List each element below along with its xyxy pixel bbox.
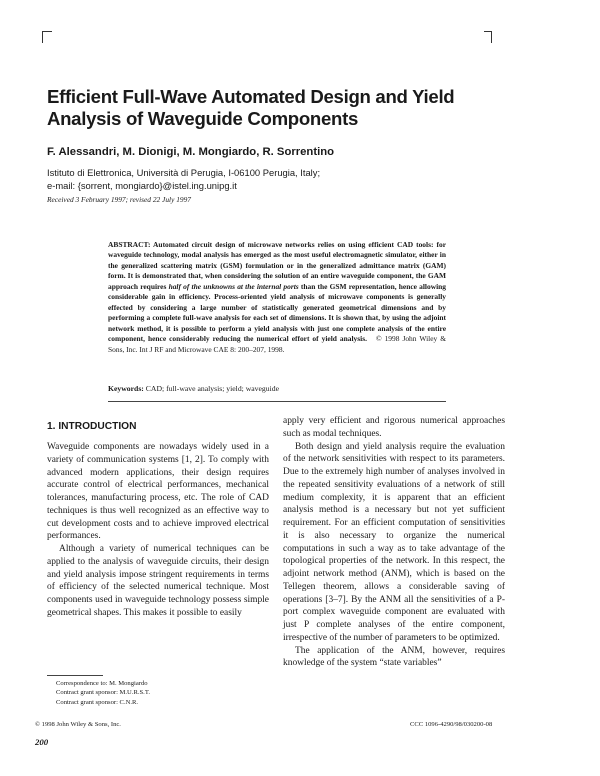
keywords-label: Keywords:	[108, 384, 144, 393]
crop-mark-top-right-vertical	[491, 31, 492, 43]
intro-paragraph-2: Although a variety of numerical techniques can be applied to the analysis of waveguide circuits, their design and yield analysis impose stringent requirements in terms of efficiency of the selected numerical technique. Most components used in waveguide technology possess simple geometrical shapes. This makes it possible to easily	[47, 544, 269, 618]
abstract-copyright: © 1998 John Wiley & Sons, Inc. Int J RF and Microwave CAE 8: 200–207, 1998.	[108, 334, 446, 354]
keywords	[108, 384, 446, 393]
intro-paragraph-3: Both design and yield analysis require the evaluation of the network sensitivities with respect to its parameters. Due to the extremely high number of analyses involved in the repeated sensitivity evaluations of a network of still medium complexity, it is apparent that an efficient analysis method is a necessary but not yet sufficient requirement. For an efficient computation of sensitivities it is also necessary to organize the numerical computations in such a way as to take advantage of the topological properties of the network. In this respect, the adjoint network method (ANM), which is based on the Tellegen theorem, allows a considerable saving of operations [3–7]. By the ANM all the sensitivities of a P-port complex waveguide component are evaluated with just P complete analyses of the entire component, irrespective of the number of parameters to be optimized.	[283, 441, 505, 643]
footnote-grant-2: Contract grant sponsor: C.N.R.	[56, 698, 139, 706]
intro-paragraph-continued: apply very efficient and rigorous numerical approaches such as modal techniques.	[283, 416, 505, 439]
abstract-text-part-1: Automated circuit design of microwave networks relies on using efficient CAD tools: for waveguide technology, modal analysis has emerged as the most useful electromagnetic simulator, either in the generalized scattering matrix (GSM) formulation or in the generalized admittance matrix (GAM) form. It is demonstrated that, when considering the solution of an entire waveguide component, the GAM approach requires	[108, 240, 446, 291]
ccc-code: CCC 1096-4290/98/030200-08	[410, 721, 493, 728]
footnotes	[56, 679, 150, 707]
abstract-text-part-2: than the GSM representation, hence allowing considerable gain in efficiency. Process-oriented yield analysis of microwave components is generally effected by considering a large number of statistically generated geometrical dimensions and by performing a complete full-wave analysis for each set of dimensions. It is shown that, by using the adjoint network method, it is possible to perform a yield analysis with just one complete analysis of the entire component, hence considerably reducing the numerical effort of yield analysis.	[108, 281, 447, 344]
received-dates: Received 3 February 1997; revised 22 July 1997	[47, 195, 191, 204]
abstract	[108, 240, 446, 355]
article-title: Efficient Full-Wave Automated Design and Yield Analysis of Waveguide Components	[47, 86, 455, 129]
abstract-label: ABSTRACT:	[108, 240, 151, 249]
crop-mark-top-left-vertical	[42, 31, 43, 43]
affiliation	[47, 166, 427, 192]
intro-paragraph-4: The application of the ANM, however, requires knowledge of the system “state variables”	[283, 645, 505, 669]
abstract-emphasis: half of the unknowns at the internal ports	[168, 281, 299, 291]
left-column	[47, 441, 269, 620]
footnote-grant-1: Contract grant sponsor: M.U.R.S.T.	[56, 689, 151, 697]
section-heading-introduction: 1. INTRODUCTION	[47, 421, 137, 432]
footnote-correspondence: Correspondence to: M. Mongiardo	[56, 680, 148, 687]
footnote-divider	[47, 675, 103, 676]
keywords-text: CAD; full-wave analysis; yield; waveguide	[145, 384, 280, 393]
publisher-copyright: © 1998 John Wiley & Sons, Inc.	[35, 721, 121, 728]
crop-mark-top-left-horizontal	[42, 31, 52, 32]
abstract-divider	[108, 401, 446, 402]
author-list: F. Alessandri, M. Dionigi, M. Mongiardo, R. Sorrentino	[47, 146, 335, 158]
affiliation-email: e-mail: {sorrent, mongiardo}@istel.ing.unipg.it	[47, 180, 237, 191]
intro-paragraph-1: Waveguide components are nowadays widely used in a variety of communication systems [1, 2]. To comply with advanced modern applications, their design requires accurate control of electrical performances, mechanical tolerances, manufacturing process, etc. The role of CAD techniques is thus well recognized as an effective way to cut development costs and to achieve improved electrical performances.	[47, 442, 269, 542]
affiliation-address: Istituto di Elettronica, Università di Perugia, I-06100 Perugia, Italy;	[47, 167, 321, 178]
right-column	[283, 415, 505, 670]
page-number: 200	[35, 737, 49, 747]
